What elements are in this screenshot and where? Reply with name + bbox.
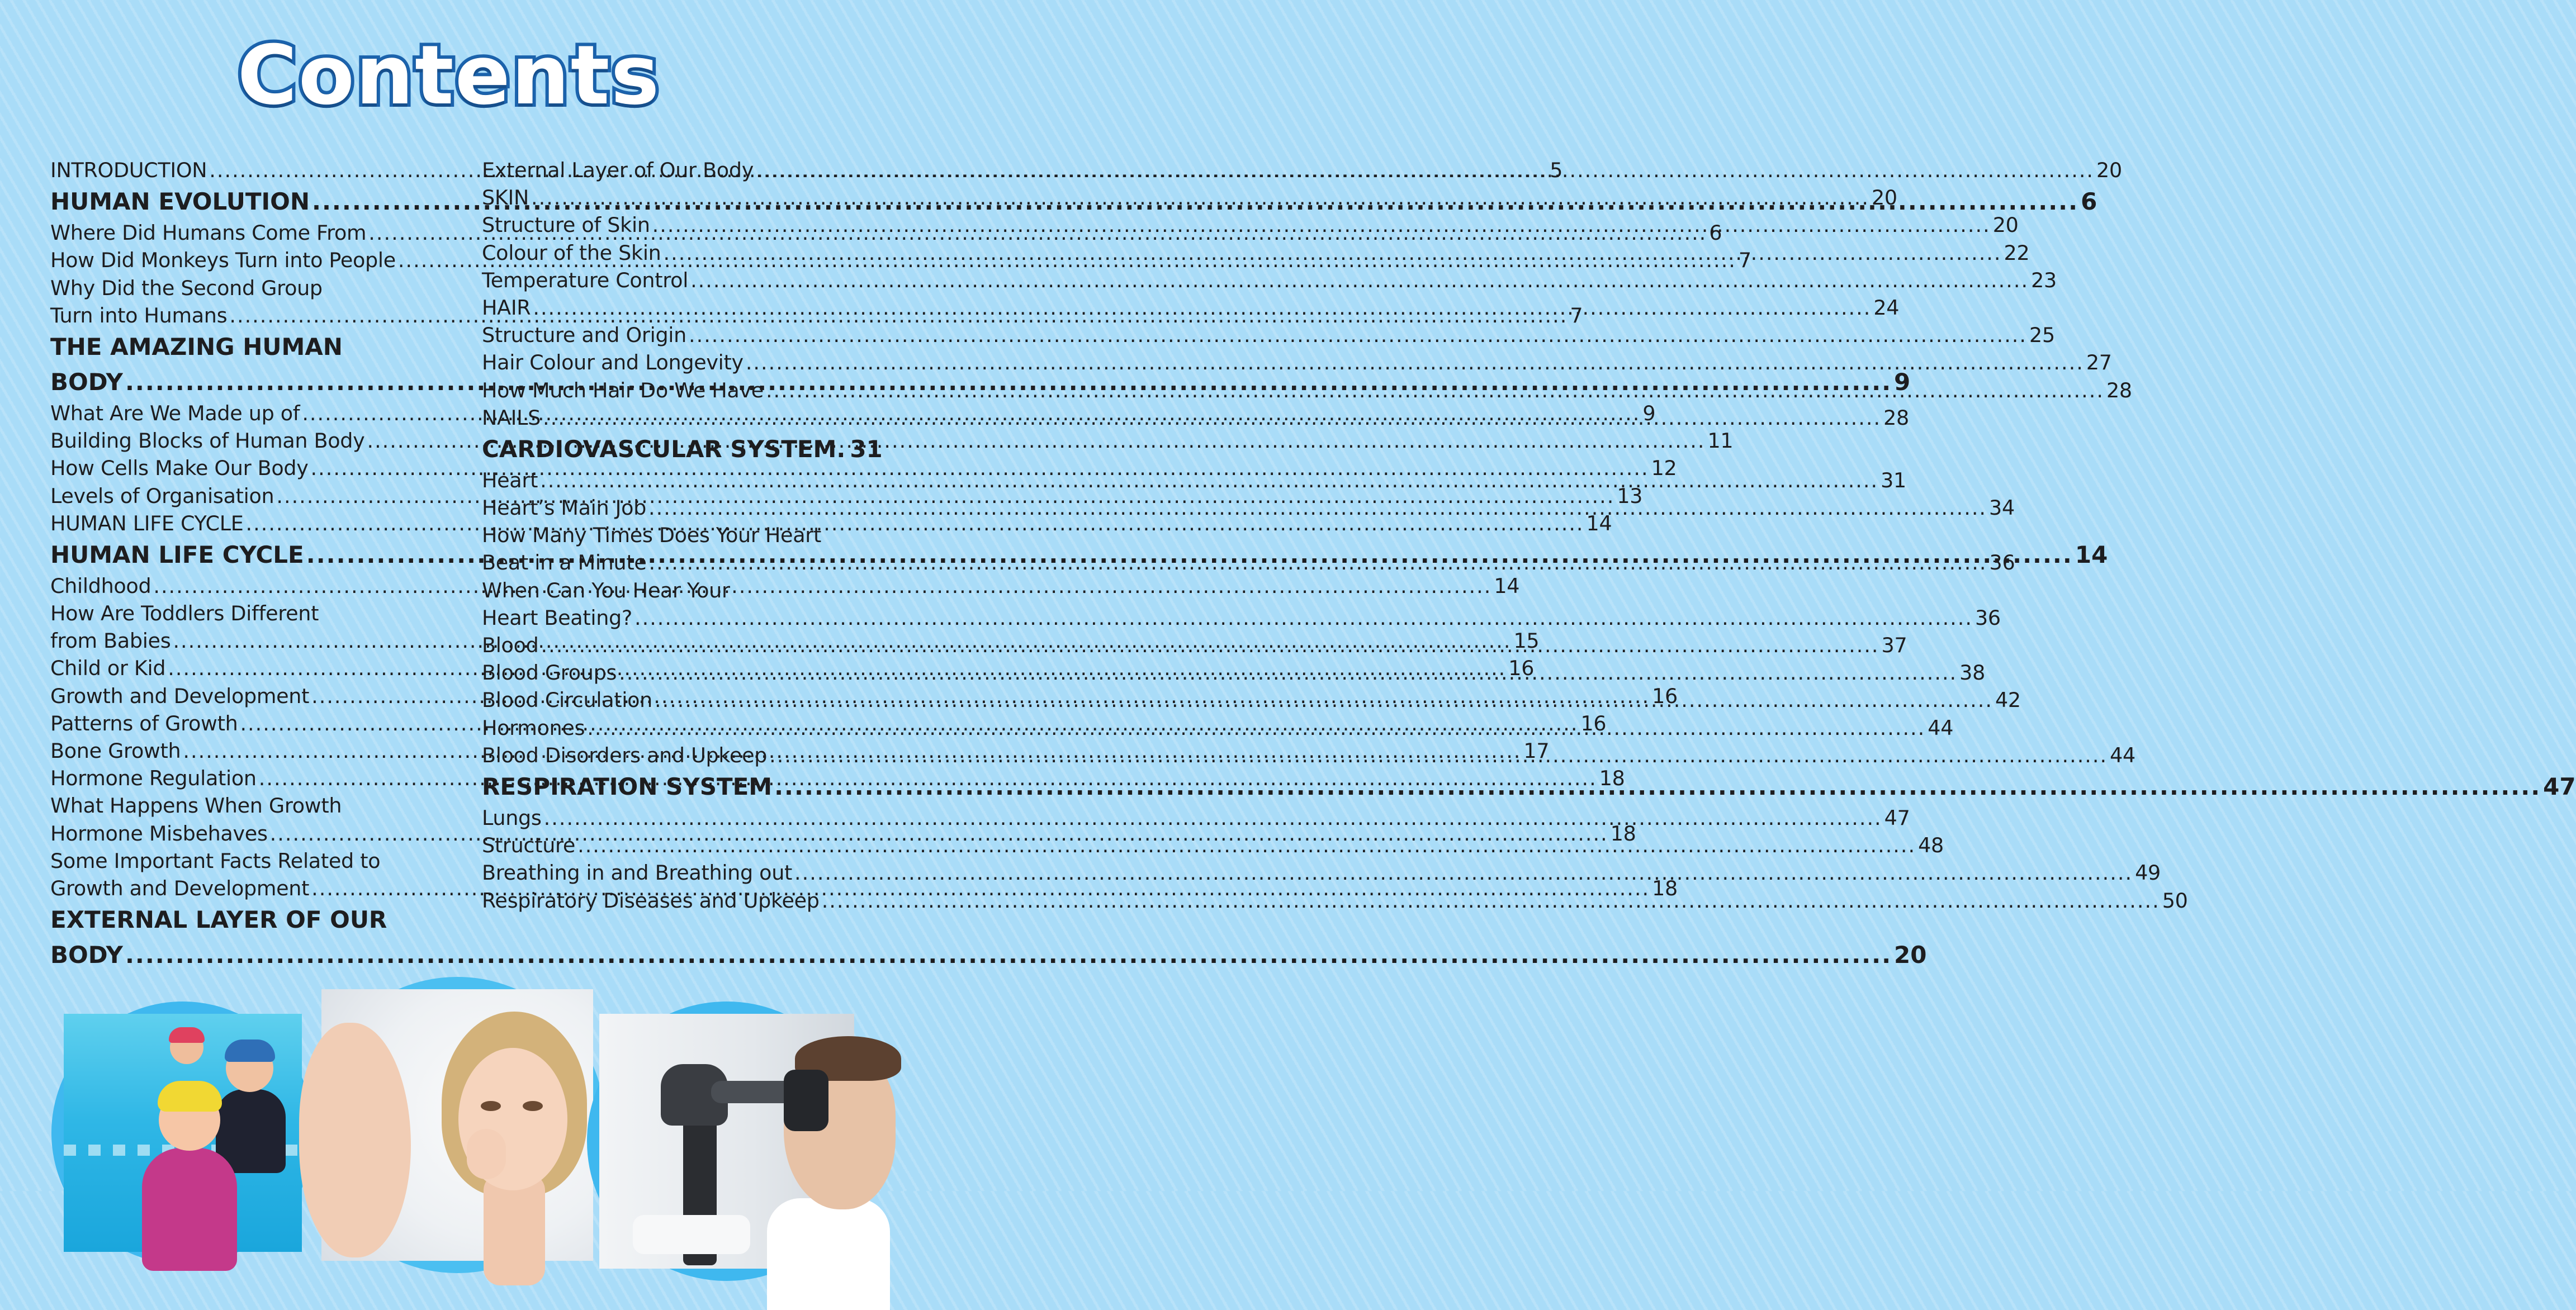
toc-page-number: 48 — [1918, 833, 1944, 858]
toc-entry-label: CARDIOVASCULAR SYSTEM. — [482, 435, 846, 463]
toc-entry-label: Hormone Regulation — [50, 766, 257, 791]
toc-section-heading — [50, 902, 436, 937]
toc-page-number: 22 — [2004, 240, 2030, 265]
doctor-coat — [767, 1198, 890, 1310]
dot-leader — [652, 211, 1991, 239]
toc-entry-label: Child or Kid — [50, 656, 166, 681]
toc-entry-label: THE AMAZING HUMAN — [50, 333, 343, 360]
dot-leader — [648, 494, 1987, 521]
swimmer-back-cap — [169, 1027, 205, 1043]
toc-entry-label: Growth and Development — [50, 876, 310, 900]
girl-eye-right — [523, 1101, 543, 1111]
toc-entry-label: HUMAN LIFE CYCLE — [50, 511, 244, 535]
toc-entry-label: Temperature Control — [482, 268, 689, 292]
toc-page-number: 16 — [1652, 684, 1678, 708]
toc-page-number: 6 — [1709, 221, 1722, 245]
toc-page-number: 9 — [1642, 401, 1656, 425]
dot-leader — [649, 549, 1987, 576]
toc-entry-label: Growth and Development — [50, 684, 310, 708]
toc-entry-label: HAIR — [482, 295, 531, 320]
toc-page-number: 17 — [1523, 739, 1550, 763]
toc-entry — [482, 377, 2132, 404]
toc-entry — [482, 521, 868, 549]
toc-entry-label: Blood Disorders and Upkeep — [482, 743, 768, 767]
toc-entry-label: Bone Growth — [50, 739, 181, 763]
toc-entry-label: External Layer of Our Body — [482, 158, 754, 182]
toc-entry-label: Heart’s Main Job — [482, 496, 647, 520]
toc-entry-label: How Many Times Does Your Heart — [482, 523, 821, 548]
toc-entry-label: NAILS — [482, 405, 541, 430]
toc-section-heading — [482, 431, 883, 467]
girl-hand — [467, 1129, 506, 1179]
toc-entry-label: What Are We Made up of — [50, 401, 300, 425]
toc-entry — [482, 239, 2030, 267]
toc-page-number: 50 — [2162, 888, 2188, 913]
toc-entry-label: Hormone Misbehaves — [50, 821, 268, 846]
toc-entry-label: Some Important Facts Related to — [50, 848, 381, 873]
toc-entry-label: Building Blocks of Human Body — [50, 429, 365, 453]
toc-page-number: 34 — [1989, 496, 2015, 520]
toc-entry-label: EXTERNAL LAYER OF OUR — [50, 906, 387, 934]
equipment-lens — [784, 1070, 828, 1131]
toc-entry — [482, 804, 1910, 832]
toc-page-number: 24 — [1873, 295, 1900, 320]
dot-leader — [774, 769, 2541, 804]
toc-page-number: 47 — [1884, 805, 1910, 830]
toc-entry-label: How Are Toddlers Different — [50, 601, 319, 626]
toc-entry-label: Hormones — [482, 715, 585, 740]
dot-leader — [541, 632, 1879, 659]
dot-leader — [689, 321, 2027, 349]
toc-entry-label: HUMAN LIFE CYCLE — [50, 540, 304, 568]
toc-page-number: 44 — [1928, 715, 1954, 740]
toc-entry-label: from Babies — [50, 629, 171, 653]
dot-leader — [655, 686, 1993, 714]
toc-page-number: 20 — [1894, 941, 1927, 969]
toc-page-number: 28 — [2106, 378, 2132, 402]
toc-entry-label: Heart — [482, 468, 538, 492]
toc-entry-label: Heart Beating? — [482, 605, 632, 630]
children-swimming-photo — [51, 1002, 314, 1264]
title-banner — [0, 25, 922, 137]
girl-neck — [484, 1174, 545, 1285]
toc-entry-label: Why Did the Second Group — [50, 276, 323, 300]
toc-entry — [482, 404, 1909, 431]
toc-entry — [482, 859, 2161, 886]
dot-leader — [766, 377, 2104, 404]
toc-entry — [50, 847, 436, 875]
toc-page-number: 49 — [2135, 861, 2161, 885]
toc-entry-label: Breathing in and Breathing out — [482, 861, 793, 885]
dot-leader — [531, 184, 1869, 211]
toc-entry — [482, 577, 868, 604]
toc-section-heading — [50, 329, 436, 364]
toc-page-number: 16 — [1508, 656, 1535, 681]
toc-entry-label: Blood — [482, 633, 539, 657]
toc-entry — [50, 274, 436, 302]
toc-page-number: 37 — [1881, 633, 1907, 657]
toc-page-number: 18 — [1652, 876, 1678, 900]
toc-page-number: 20 — [1872, 186, 1897, 210]
photo-strip — [0, 950, 922, 1191]
toc-page-number: 28 — [1883, 405, 1909, 430]
dot-leader — [540, 467, 1878, 494]
toc-entry-label: Turn into Humans — [50, 303, 228, 328]
toc-page-number: 16 — [1580, 711, 1607, 735]
toc-entry-label: When Can You Hear Your — [482, 578, 730, 602]
toc-entry — [50, 600, 436, 627]
toc-entry-label: How Much Hair Do We Have — [482, 378, 764, 402]
dot-leader — [587, 714, 1925, 742]
toc-page-number: 14 — [2075, 540, 2108, 568]
dot-leader — [690, 267, 2029, 294]
eye-exam-equipment-photo — [587, 1002, 866, 1281]
toc-page-number: 18 — [1599, 766, 1625, 791]
swimmer-front-body — [142, 1148, 237, 1271]
dot-leader — [822, 887, 2160, 914]
girl-eye-left — [481, 1101, 501, 1111]
toc-page-number: 31 — [850, 435, 883, 463]
toc-entry — [482, 321, 2055, 349]
toc-page-number: 6 — [2081, 188, 2097, 216]
toc-entry-label: BODY — [50, 941, 123, 969]
toc-page-number: 7 — [1570, 303, 1583, 328]
toc-page-number: 20 — [2096, 158, 2122, 182]
toc-entry-label: Blood Groups — [482, 661, 617, 685]
dot-leader — [619, 659, 1957, 686]
dot-leader — [533, 294, 1871, 321]
toc-entry-label: RESPIRATION SYSTEM — [482, 772, 773, 800]
toc-page-number: 12 — [1651, 456, 1677, 481]
toc-page-number: 25 — [2029, 323, 2055, 348]
toc-entry — [482, 156, 2122, 184]
toc-page-number: 23 — [2031, 268, 2057, 292]
toc-page-number: 31 — [1881, 468, 1906, 492]
swimmer-middle-cap — [225, 1040, 275, 1062]
toc-entry-label: Levels of Organisation — [50, 483, 274, 508]
toc-entry — [482, 604, 2001, 632]
toc-entry-label: Childhood — [50, 573, 151, 598]
toc-entry — [482, 549, 2015, 576]
dot-leader — [746, 349, 2084, 376]
dot-leader — [794, 859, 2133, 886]
toc-entry-label: Patterns of Growth — [50, 711, 238, 735]
toc-page-number: 38 — [1959, 661, 1986, 685]
toc-page-number: 9 — [1894, 368, 1911, 396]
toc-page-number: 44 — [2110, 743, 2135, 767]
toc-entry-label: Structure and Origin — [482, 323, 686, 348]
toc-page-number: 18 — [1610, 821, 1636, 846]
toc-entry-label: Hair Colour and Longevity — [482, 350, 744, 375]
toc-entry — [482, 349, 2112, 376]
toc-page-number: 15 — [1513, 629, 1540, 653]
toc-entry-label: Where Did Humans Come From — [50, 221, 367, 245]
toc-page-number: 36 — [1975, 605, 2001, 630]
toc-entry — [482, 294, 1900, 321]
toc-page-number: 11 — [1707, 429, 1734, 453]
dot-leader — [634, 604, 1973, 632]
page-title: Contents — [237, 28, 661, 123]
toc-entry-label: BODY — [50, 368, 123, 396]
toc-entry-label: Beat in a Minute — [482, 550, 647, 575]
toc-page-number: 47 — [2543, 772, 2576, 800]
toc-entry-label: SKIN — [482, 186, 529, 210]
toc-entry-label: Blood Circulation — [482, 688, 652, 713]
toc-entry — [482, 267, 2057, 294]
toc-page-number: 36 — [1989, 550, 2015, 575]
dot-leader — [756, 156, 2094, 184]
toc-entry-label: How Cells Make Our Body — [50, 456, 309, 481]
toc-page-number: 27 — [2086, 350, 2112, 375]
toc-page-number: 13 — [1617, 483, 1643, 508]
toc-entry-label: How Did Monkeys Turn into People — [50, 248, 396, 273]
toc-page-number: 14 — [1494, 573, 1520, 598]
dot-leader — [769, 742, 2108, 769]
toc-page-number: 20 — [1992, 213, 2019, 238]
dot-leader — [544, 804, 1882, 832]
equipment-base — [633, 1215, 750, 1254]
toc-entry-label: INTRODUCTION — [50, 158, 207, 182]
swimmer-front-cap — [158, 1081, 222, 1112]
toc-page-number: 14 — [1586, 511, 1612, 535]
dot-leader — [577, 832, 1916, 859]
dot-leader — [543, 404, 1881, 431]
toc-page-number: 7 — [1738, 248, 1751, 273]
toc-page-number: 42 — [1995, 688, 2021, 713]
toc-entry-label: Structure of Skin — [482, 213, 650, 238]
toc-entry-label: Lungs — [482, 805, 542, 830]
toc-entry — [482, 184, 1897, 211]
toc-entry-label: Colour of the Skin — [482, 240, 661, 265]
toc-entry-label: What Happens When Growth — [50, 794, 342, 818]
toc-entry-label: Structure — [482, 833, 576, 858]
dot-leader — [664, 239, 2002, 267]
girl-skin-exam-photo — [309, 977, 605, 1273]
toc-entry-label: HUMAN EVOLUTION — [50, 188, 310, 216]
toc-entry — [482, 211, 2019, 239]
toc-entry-label: Respiratory Diseases and Upkeep — [482, 888, 820, 913]
toc-entry — [50, 792, 436, 819]
toc-page-number: 5 — [1550, 158, 1563, 182]
